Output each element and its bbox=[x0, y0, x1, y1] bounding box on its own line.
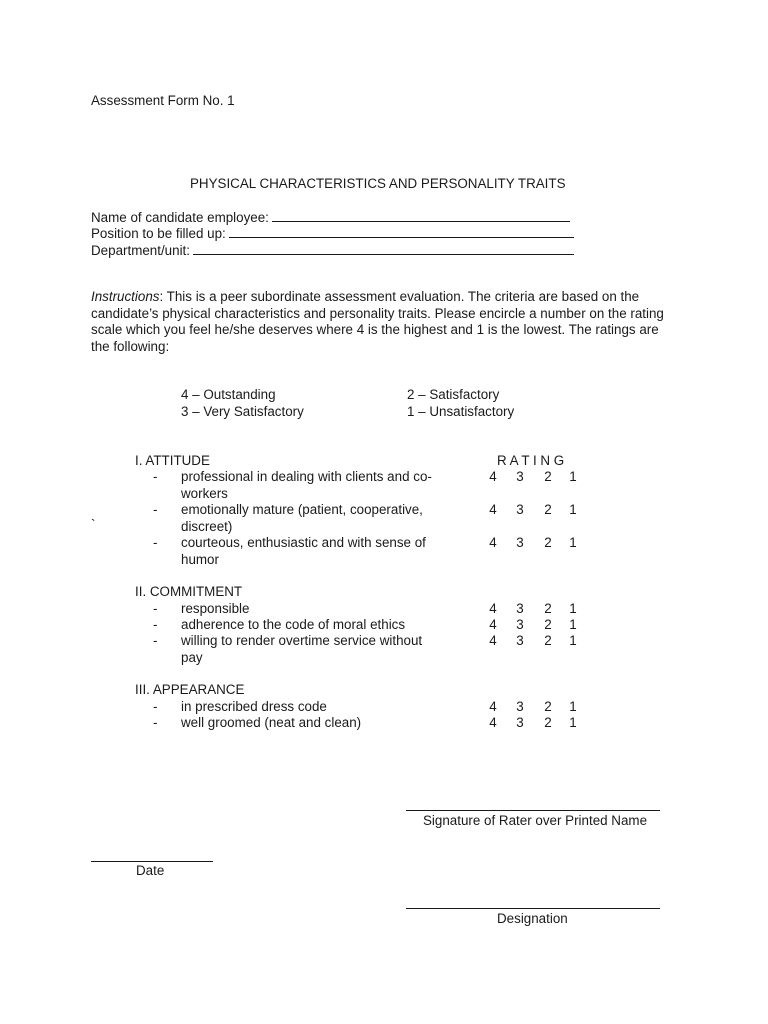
rating-3[interactable]: 3 bbox=[516, 535, 524, 550]
rating-4[interactable]: 4 bbox=[489, 502, 497, 517]
rating-2[interactable]: 2 bbox=[544, 699, 552, 714]
department-row bbox=[91, 241, 574, 260]
criterion-label: emotionally mature (patient, cooperative, discreet) bbox=[181, 502, 423, 534]
scale-outstanding: 4 – Outstanding bbox=[181, 387, 276, 402]
stray-mark: ` bbox=[91, 517, 96, 532]
instructions-paragraph bbox=[91, 289, 671, 355]
department-blank[interactable] bbox=[193, 241, 574, 255]
criterion-label: adherence to the code of moral ethics bbox=[181, 617, 406, 632]
rating-4[interactable]: 4 bbox=[489, 699, 497, 714]
position-blank[interactable] bbox=[229, 224, 574, 238]
rating-3[interactable]: 3 bbox=[516, 601, 524, 616]
date-label: Date bbox=[136, 863, 165, 878]
bullet-dash: - bbox=[153, 601, 158, 616]
rating-2[interactable]: 2 bbox=[544, 502, 552, 517]
rater-signature-label: Signature of Rater over Printed Name bbox=[423, 813, 648, 828]
rating-1[interactable]: 1 bbox=[569, 469, 577, 484]
rating-4[interactable]: 4 bbox=[489, 617, 497, 632]
date-line[interactable] bbox=[91, 861, 213, 862]
scale-satisfactory: 2 – Satisfactory bbox=[407, 387, 500, 402]
rating-2[interactable]: 2 bbox=[544, 715, 552, 730]
rating-1[interactable]: 1 bbox=[569, 715, 577, 730]
bullet-dash: - bbox=[153, 469, 158, 484]
rater-signature-line[interactable] bbox=[406, 810, 660, 811]
form-title: PHYSICAL CHARACTERISTICS AND PERSONALITY TRAITS bbox=[190, 176, 566, 191]
bullet-dash: - bbox=[153, 502, 158, 517]
bullet-dash: - bbox=[153, 633, 158, 648]
instructions-lead: Instructions bbox=[91, 289, 160, 304]
rating-1[interactable]: 1 bbox=[569, 601, 577, 616]
criterion-label: responsible bbox=[181, 601, 250, 616]
bullet-dash: - bbox=[153, 617, 158, 632]
position-label: Position to be filled up: bbox=[91, 226, 226, 241]
form-number: Assessment Form No. 1 bbox=[91, 93, 235, 108]
rating-3[interactable]: 3 bbox=[516, 699, 524, 714]
rating-4[interactable]: 4 bbox=[489, 469, 497, 484]
criterion-label: well groomed (neat and clean) bbox=[181, 715, 362, 730]
rating-1[interactable]: 1 bbox=[569, 617, 577, 632]
scale-very-satisfactory: 3 – Very Satisfactory bbox=[181, 404, 304, 419]
scale-unsatisfactory: 1 – Unsatisfactory bbox=[407, 404, 515, 419]
instructions-body: : This is a peer subordinate assessment evaluation. The criteria are based on the candidate’s physical characteristics and personality traits. Please encircle a number on the rating scale which you feel he/she deserves where 4 is the highest and 1 is the lowest. The ratings are the following: bbox=[91, 289, 664, 354]
position-row bbox=[91, 224, 574, 243]
department-label: Department/unit: bbox=[91, 243, 190, 258]
criterion-label: willing to render overtime service without pay bbox=[181, 633, 423, 665]
rating-2[interactable]: 2 bbox=[544, 469, 552, 484]
section-heading-commitment: II. COMMITMENT bbox=[135, 584, 243, 599]
rating-3[interactable]: 3 bbox=[516, 469, 524, 484]
rating-header: R A T I N G bbox=[497, 453, 565, 468]
bullet-dash: - bbox=[153, 535, 158, 550]
rating-3[interactable]: 3 bbox=[516, 633, 524, 648]
section-heading-appearance: III. APPEARANCE bbox=[135, 682, 245, 697]
rating-2[interactable]: 2 bbox=[544, 601, 552, 616]
candidate-name-label: Name of candidate employee: bbox=[91, 210, 269, 225]
rating-1[interactable]: 1 bbox=[569, 699, 577, 714]
rating-1[interactable]: 1 bbox=[569, 535, 577, 550]
rating-2[interactable]: 2 bbox=[544, 633, 552, 648]
rating-4[interactable]: 4 bbox=[489, 535, 497, 550]
bullet-dash: - bbox=[153, 715, 158, 730]
rating-2[interactable]: 2 bbox=[544, 617, 552, 632]
rating-3[interactable]: 3 bbox=[516, 502, 524, 517]
bullet-dash: - bbox=[153, 699, 158, 714]
criterion-label: professional in dealing with clients and co-workers bbox=[181, 469, 432, 501]
rating-4[interactable]: 4 bbox=[489, 715, 497, 730]
rating-4[interactable]: 4 bbox=[489, 633, 497, 648]
rating-1[interactable]: 1 bbox=[569, 502, 577, 517]
rating-4[interactable]: 4 bbox=[489, 601, 497, 616]
rating-3[interactable]: 3 bbox=[516, 715, 524, 730]
designation-label: Designation bbox=[497, 911, 568, 926]
criterion-label: courteous, enthusiastic and with sense of humor bbox=[181, 535, 426, 567]
candidate-name-blank[interactable] bbox=[272, 208, 570, 222]
criterion-label: in prescribed dress code bbox=[181, 699, 327, 714]
rating-2[interactable]: 2 bbox=[544, 535, 552, 550]
designation-line[interactable] bbox=[406, 908, 660, 909]
rating-1[interactable]: 1 bbox=[569, 633, 577, 648]
section-heading-attitude: I. ATTITUDE bbox=[135, 453, 210, 468]
rating-3[interactable]: 3 bbox=[516, 617, 524, 632]
